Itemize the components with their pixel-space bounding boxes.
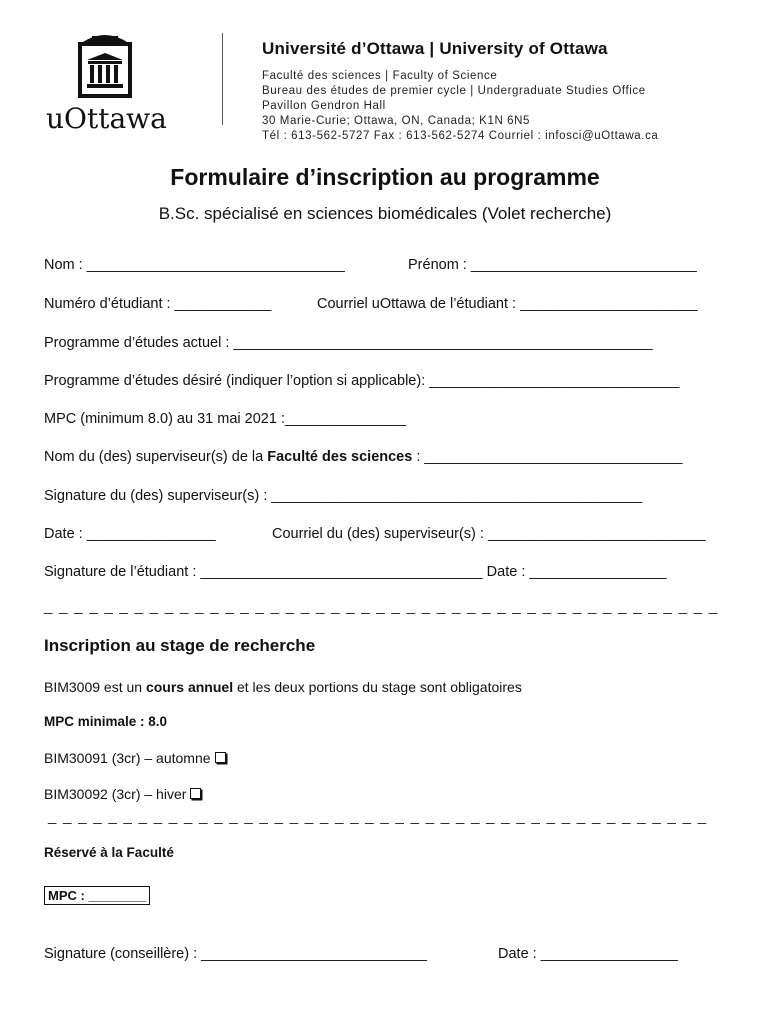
address-line: 30 Marie-Curie; Ottawa, ON, Canada; K1N 6N5 — [262, 115, 531, 127]
uottawa-logo — [44, 22, 174, 137]
stage-section-title: Inscription au stage de recherche — [44, 636, 316, 655]
current-program-field[interactable]: Programme d’études actuel : ____________________________________________________ — [44, 335, 653, 351]
faculty-reserved-title: Réservé à la Faculté — [44, 845, 174, 860]
bim30091-option[interactable] — [44, 750, 226, 766]
student-signature-field[interactable]: Signature de l’étudiant : ___________________________________ Date : _________________ — [44, 564, 667, 580]
building-line: Pavillon Gendron Hall — [262, 100, 386, 112]
supervisor-name-blank: : ________________________________ — [412, 449, 683, 465]
advisor-signature-field[interactable]: Signature (conseillère) : ____________________________ — [44, 946, 427, 962]
bim30091-label: BIM30091 (3cr) – automne — [44, 750, 211, 766]
stage-desc-bold: cours annuel — [145, 679, 234, 695]
supervisor-signature-field[interactable]: Signature du (des) superviseur(s) : ______________________________________________ — [44, 488, 643, 504]
hiver-checkbox[interactable] — [190, 788, 201, 799]
university-name: Université d’Ottawa | University of Ottawa — [262, 39, 608, 58]
date-field[interactable]: Date : ________________ — [44, 526, 216, 542]
stage-desc-suffix: et les deux portions du stage sont obligatoires — [233, 679, 522, 695]
separator-line: _ _ _ _ _ _ _ _ _ _ _ _ _ _ _ _ _ _ _ _ _ _ _ _ _ _ _ _ _ _ _ _ _ _ _ _ _ _ _ _ _ _ _ _ _ — [44, 598, 719, 615]
mpc-field[interactable]: MPC (minimum 8.0) au 31 mai 2021 :_______________ — [44, 411, 406, 427]
stage-description — [44, 679, 522, 695]
faculty-line: Faculté des sciences | Faculty of Science — [262, 70, 498, 82]
bim30092-option[interactable] — [44, 786, 201, 802]
advisor-date-field[interactable]: Date : _________________ — [498, 946, 678, 962]
header-divider — [222, 33, 223, 125]
desired-program-field[interactable]: Programme d’études désiré (indiquer l’option si applicable): _______________________________ — [44, 373, 680, 389]
supervisor-name-field[interactable] — [44, 449, 682, 465]
form-subtitle: B.Sc. spécialisé en sciences biomédicales (Volet recherche) — [158, 204, 612, 223]
faculty-mpc-box[interactable]: MPC : ________ — [44, 886, 150, 905]
office-line: Bureau des études de premier cycle | Undergraduate Studies Office — [262, 85, 646, 97]
automne-checkbox[interactable] — [215, 752, 226, 763]
supervisor-email-field[interactable]: Courriel du (des) superviseur(s) : ___________________________ — [272, 526, 706, 542]
nom-field[interactable]: Nom : ________________________________ — [44, 257, 345, 273]
supervisor-name-label: Nom du (des) superviseur(s) de la — [44, 449, 268, 465]
stage-desc-prefix: BIM3009 est un — [44, 679, 146, 695]
contact-line: Tél : 613-562-5727 Fax : 613-562-5274 Courriel : infosci@uOttawa.ca — [262, 130, 659, 142]
student-number-field[interactable]: Numéro d’étudiant : ____________ — [44, 296, 272, 312]
prenom-field[interactable]: Prénom : ____________________________ — [408, 257, 697, 273]
mpc-minimum: MPC minimale : 8.0 — [44, 714, 168, 729]
separator-line-2: _ _ _ _ _ _ _ _ _ _ _ _ _ _ _ _ _ _ _ _ _ _ _ _ _ _ _ _ _ _ _ _ _ _ _ _ _ _ _ _ _ _ _ _ — [48, 808, 708, 825]
bim30092-label: BIM30092 (3cr) – hiver — [44, 786, 187, 802]
faculty-of-science-label: Faculté des sciences — [267, 449, 413, 465]
student-email-field[interactable]: Courriel uOttawa de l’étudiant : ______________________ — [317, 296, 698, 312]
form-title: Formulaire d’inscription au programme — [170, 164, 600, 190]
logo-wordmark: uOttawa — [46, 102, 167, 135]
